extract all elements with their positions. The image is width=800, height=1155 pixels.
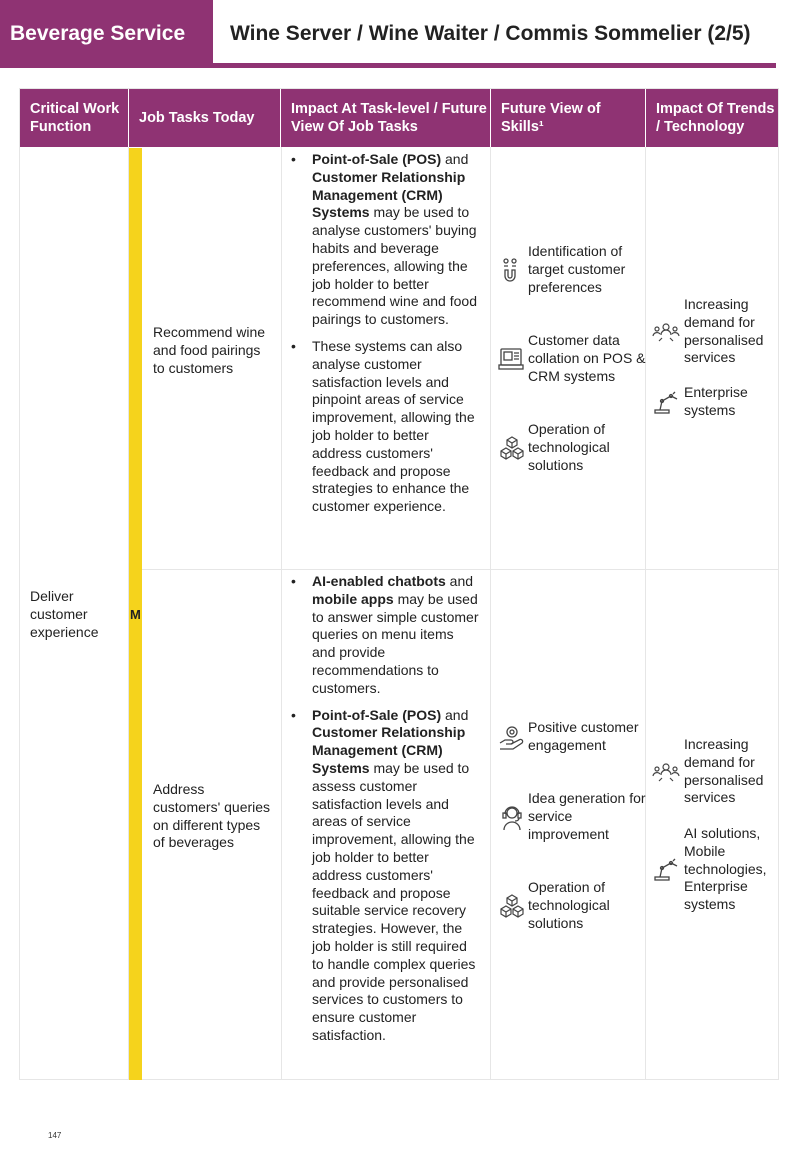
trend-label: AI solutions, Mobile technologies, Enterprise systems	[684, 825, 767, 913]
skill-label: Identification of target customer preferences	[528, 243, 626, 295]
skill-item	[498, 879, 648, 932]
skill-item	[498, 243, 648, 296]
grid-line	[281, 147, 282, 1079]
magnet-people-icon	[498, 256, 526, 284]
cubes-icon	[498, 892, 526, 920]
skill-label: Idea generation for service improvement	[528, 790, 646, 842]
column-header-impact-task-level: Impact At Task-level / Future View Of Job Tasks	[281, 89, 491, 147]
job-transformation-table	[19, 88, 779, 1080]
skill-item	[498, 790, 648, 843]
column-header-critical-work-function: Critical Work Function	[20, 89, 129, 147]
hand-heart-icon	[498, 723, 526, 751]
header-underline	[213, 63, 776, 68]
section-label: Beverage Service	[0, 0, 213, 68]
skill-label: Operation of technological solutions	[528, 879, 610, 931]
trend-item	[652, 825, 782, 914]
robot-arm-icon	[652, 855, 680, 883]
skill-label: Customer data collation on POS & CRM systems	[528, 332, 646, 384]
headset-person-icon	[498, 803, 526, 831]
job-task-2: Address customers' queries on different types of beverages	[153, 781, 271, 851]
cubes-icon	[498, 434, 526, 462]
proficiency-marker: M	[130, 607, 141, 622]
trend-item	[652, 384, 782, 420]
page-title: Wine Server / Wine Waiter / Commis Sommelier (2/5)	[230, 22, 751, 45]
impact-item: • Point-of-Sale (POS) and Customer Relationship Management (CRM) Systems may be used to assess customer satisfaction levels and areas of service improvement, allowing the job holder to better address customers' feedback and propose suitable service recovery strategies. However, the job holder is still required to handle complex queries and provide personalised services to customers to ensure customer satisfaction.	[290, 707, 480, 1045]
skill-label: Operation of technological solutions	[528, 421, 610, 473]
column-header-trends-technology: Impact Of Trends / Technology	[656, 101, 775, 135]
critical-work-function-label: Deliver customer experience	[30, 588, 99, 640]
people-network-icon	[652, 758, 680, 786]
column-header-future-skills: Future View of Skills¹	[491, 89, 646, 147]
column-header-job-tasks: Job Tasks Today	[129, 89, 281, 147]
row-divider	[142, 569, 778, 570]
trend-item	[652, 296, 782, 367]
skill-item	[498, 332, 648, 385]
trend-label: Increasing demand for personalised services	[684, 736, 764, 806]
page-header	[0, 0, 800, 68]
impact-item: • These systems can also analyse customer satisfaction levels and pinpoint areas of service improvement, allowing the job holder to better address customers' feedback and propose strategies to enhance the customer experience.	[290, 338, 480, 516]
grid-line	[490, 147, 491, 1079]
skill-item	[498, 421, 648, 474]
trend-item	[652, 736, 782, 807]
people-network-icon	[652, 318, 680, 346]
page-number: 147	[48, 1131, 62, 1140]
robot-arm-icon	[652, 388, 680, 416]
trend-label: Enterprise systems	[684, 384, 748, 418]
trend-label: Increasing demand for personalised services	[684, 296, 764, 366]
job-task-1: Recommend wine and food pairings to customers	[153, 324, 266, 376]
impact-item: • Point-of-Sale (POS) and Customer Relationship Management (CRM) Systems may be used to analyse customers' buying habits and beverage preferences, allowing the job holder to better recommend wine and food pairings to customers.	[290, 151, 480, 329]
impact-list-2	[290, 573, 480, 1054]
impact-item: • AI-enabled chatbots and mobile apps may be used to answer simple customer queries on menu items and provide recommendations to customers.	[290, 573, 480, 698]
impact-list-1	[290, 151, 480, 525]
skill-label: Positive customer engagement	[528, 719, 639, 753]
table-header-row	[20, 89, 778, 147]
pos-terminal-icon	[498, 345, 526, 373]
skill-item	[498, 719, 648, 755]
